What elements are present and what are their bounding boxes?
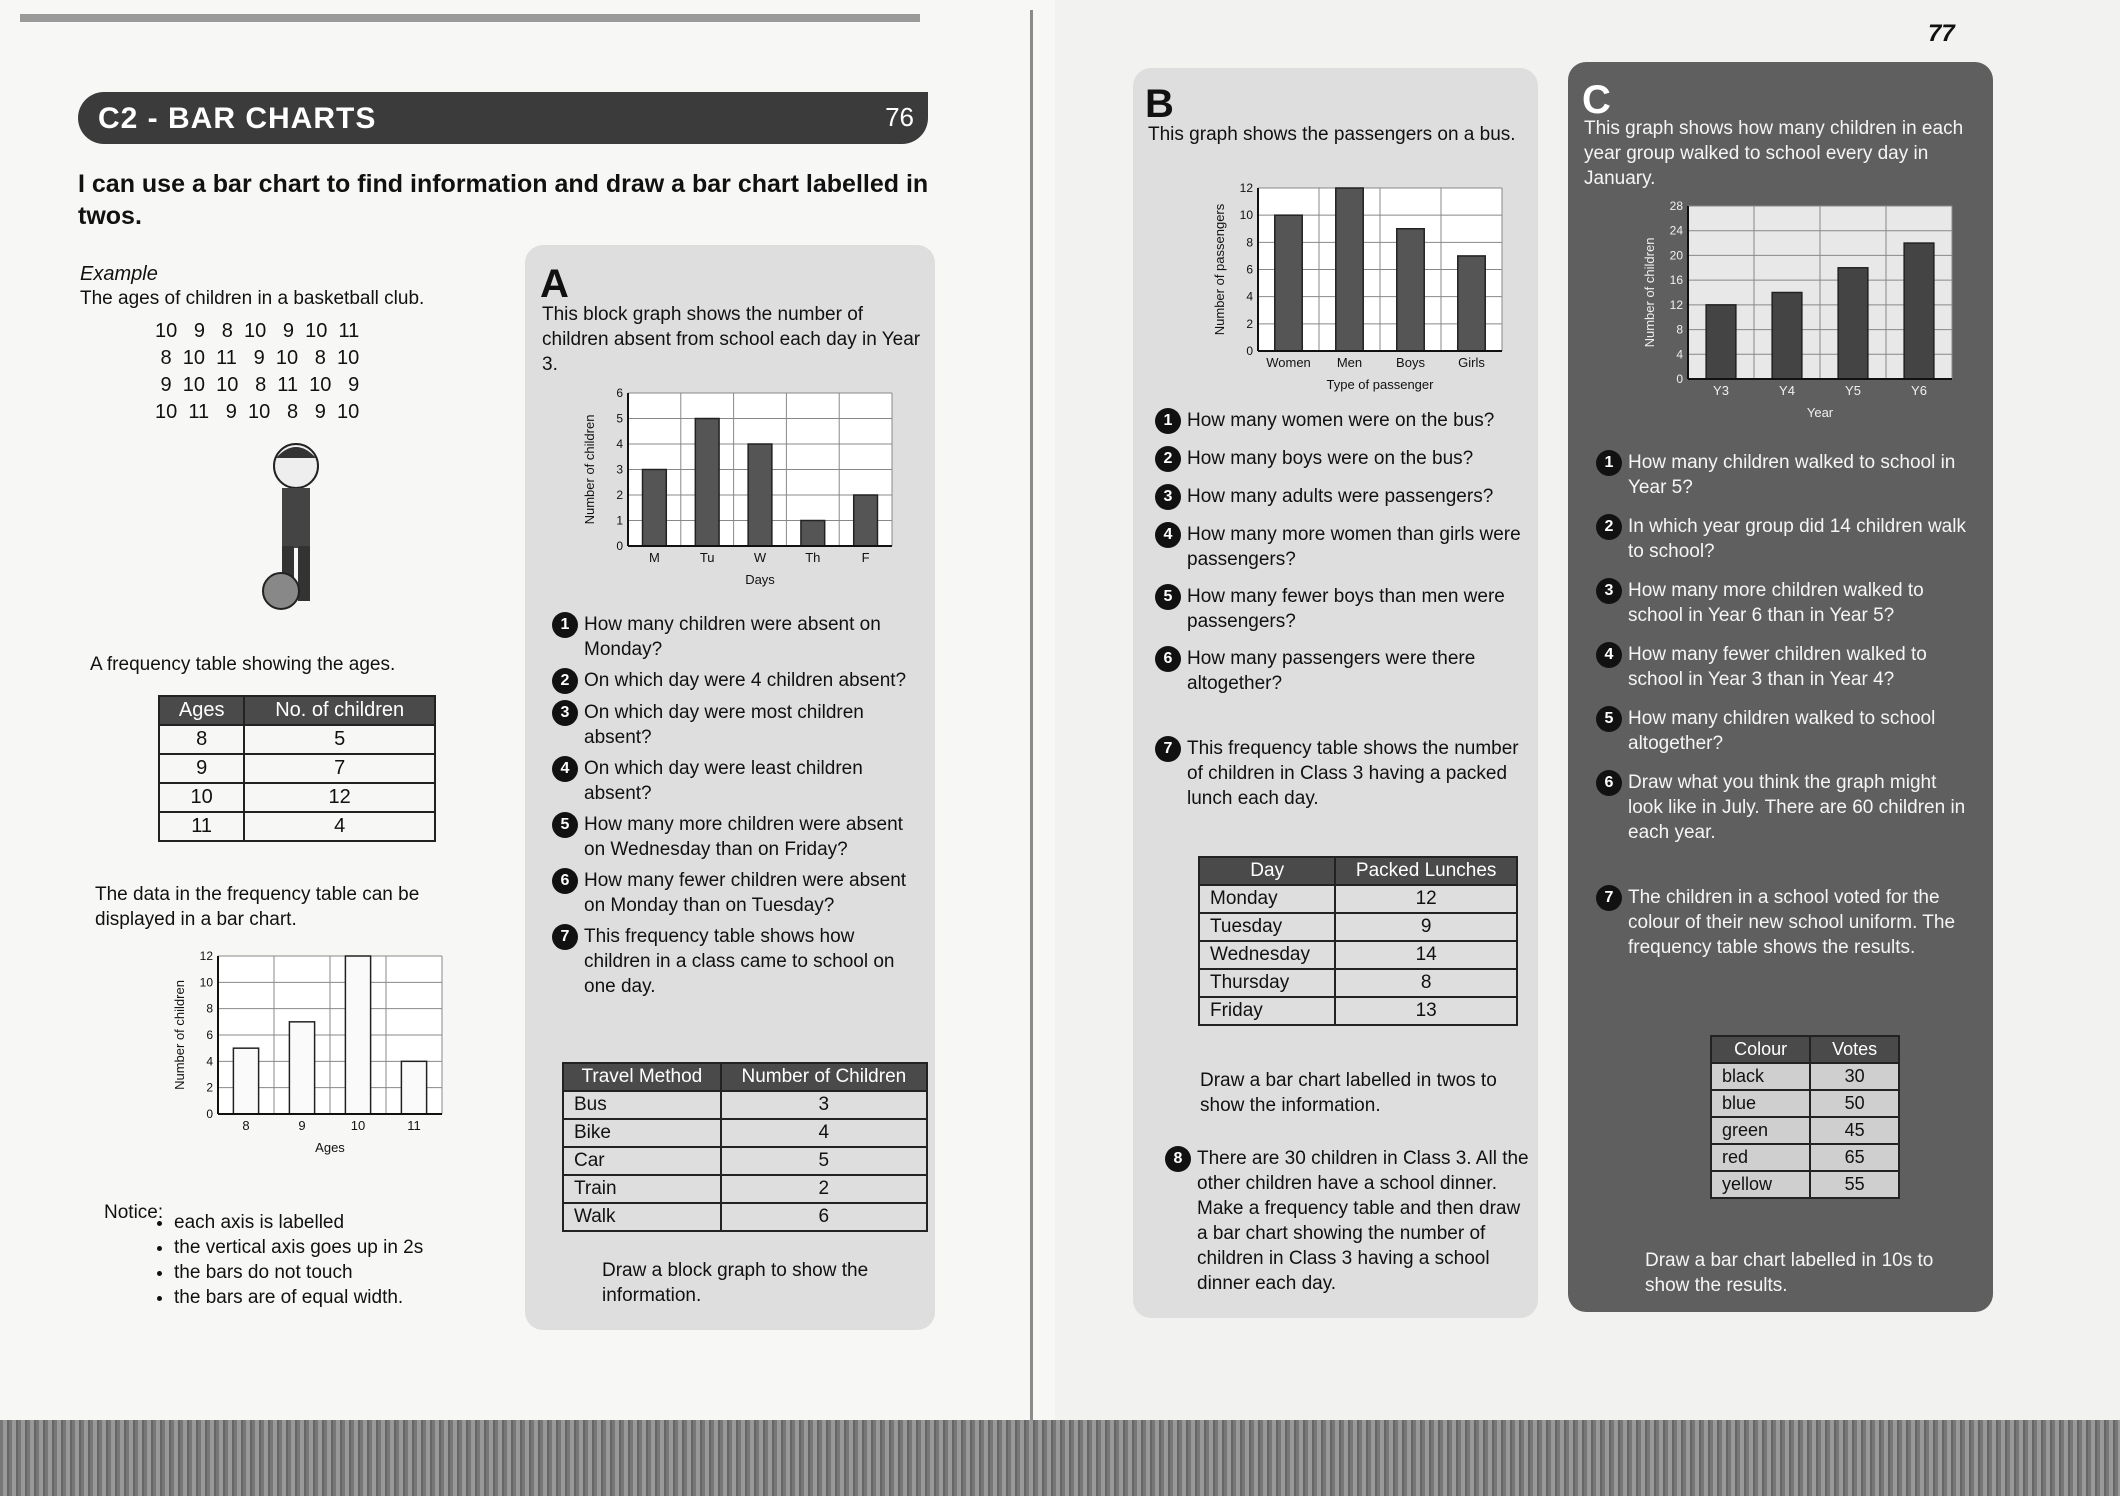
section-b-intro: This graph shows the passengers on a bus. [1148, 124, 1516, 145]
x-tick-label: Y6 [1911, 383, 1927, 398]
table-row: Car 5 [563, 1147, 927, 1175]
table-row: 9 7 [159, 754, 435, 783]
question-number: 5 [1155, 584, 1181, 610]
table-row: yellow 55 [1711, 1171, 1899, 1198]
bar [695, 419, 719, 547]
bar [1838, 268, 1868, 379]
walk-to-school-chart [1640, 198, 1960, 423]
table-row: Bus 3 [563, 1091, 927, 1119]
question-number: 5 [1596, 706, 1622, 732]
y-tick-label: 12 [199, 949, 213, 963]
x-tick-label: 10 [350, 1118, 366, 1133]
y-tick-label: 0 [1676, 372, 1683, 386]
question-item: 2 How many boys were on the bus? [1155, 446, 1535, 472]
section-a-instruction: Draw a block graph to show the information. [602, 1260, 869, 1306]
section-c-instruction: Draw a bar chart labelled in 10s to show the results. [1645, 1250, 1934, 1296]
bar [289, 1022, 314, 1114]
question-number: 7 [1155, 736, 1181, 762]
y-tick-label: 24 [1669, 223, 1683, 238]
y-tick-label: 8 [206, 1001, 213, 1016]
question-item: 7 This frequency table shows how children in a class came to school on one day. [552, 924, 932, 999]
question-number: 3 [552, 700, 578, 726]
y-tick-label: 5 [616, 411, 623, 426]
y-tick-label: 12 [1239, 181, 1253, 195]
y-axis-label: Number of passengers [1212, 203, 1227, 336]
ages-row: 9 10 10 8 11 10 9 [155, 374, 360, 396]
table-row: Walk 6 [563, 1203, 927, 1231]
passenger-bar-chart [1210, 180, 1510, 395]
chapter-title: C2 - BAR CHARTS [98, 102, 377, 135]
section-a-letter: A [540, 262, 569, 306]
x-tick-label: Th [805, 550, 821, 565]
notice-title: Notice: [104, 1202, 164, 1223]
question-item: 3 On which day were most children absent? [552, 700, 932, 750]
table-row: red 65 [1711, 1144, 1899, 1171]
table-header: Packed Lunches [1335, 857, 1517, 885]
scan-top-strip [20, 14, 920, 22]
question-number: 3 [1596, 578, 1622, 604]
question-number: 4 [552, 756, 578, 782]
x-tick-label: W [753, 550, 767, 565]
question-number: 4 [1155, 522, 1181, 548]
table-row: Bike 4 [563, 1119, 927, 1147]
x-tick-label: M [648, 550, 660, 565]
question-item: 1 How many children walked to school in Year 5? [1596, 450, 1986, 500]
x-tick-label: Y5 [1845, 383, 1861, 398]
question-item: 5 How many children walked to school altogether? [1596, 706, 1986, 756]
right-page-number: 77 [1928, 20, 1955, 47]
bar [345, 956, 370, 1114]
question-number: 3 [1155, 484, 1181, 510]
x-axis-label: Ages [315, 1140, 345, 1155]
notice-item: • the bars are of equal width. [174, 1285, 534, 1310]
book-spine [1030, 10, 1033, 1430]
table-header: Colour [1711, 1036, 1810, 1063]
table-row: Wednesday 14 [1199, 941, 1517, 969]
bar [1397, 229, 1424, 351]
table-header: Ages [159, 696, 244, 725]
y-tick-label: 4 [616, 437, 623, 451]
table-row: green 45 [1711, 1117, 1899, 1144]
y-tick-label: 1 [616, 513, 623, 528]
ages-frequency-table [158, 695, 436, 842]
y-tick-label: 0 [616, 539, 623, 553]
question-number: 4 [1596, 642, 1622, 668]
section-b-letter: B [1145, 82, 1174, 126]
table-row: Monday 12 [1199, 885, 1517, 913]
question-number: 1 [1596, 450, 1622, 476]
x-tick-label: Y4 [1779, 383, 1795, 398]
question-number: 6 [552, 868, 578, 894]
table-header: Number of Children [721, 1063, 927, 1091]
y-tick-label: 2 [1246, 316, 1253, 331]
section-b-instruction: Draw a bar chart labelled in twos to show the information. [1200, 1070, 1497, 1116]
question-item: 1 How many children were absent on Monday? [552, 612, 932, 662]
notice-list [150, 1210, 534, 1310]
bar [1904, 243, 1934, 379]
section-b-questions [1155, 408, 1535, 823]
y-tick-label: 6 [206, 1028, 213, 1042]
question-item: 7 The children in a school voted for the colour of their new school uniform. The frequency table shows the results. [1596, 885, 1986, 960]
section-a-questions [552, 612, 932, 1005]
table-header: No. of children [244, 696, 435, 725]
section-c-intro: This graph shows how many children in each year group walked to school every day in January. [1584, 118, 1964, 189]
table-header: Travel Method [563, 1063, 721, 1091]
question-item: 7 This frequency table shows the number of children in Class 3 having a packed lunch each day. [1155, 736, 1535, 811]
ages-row: 10 11 9 10 8 9 10 [155, 401, 360, 423]
x-tick-label: 9 [298, 1118, 306, 1133]
x-tick-label: Boys [1396, 355, 1425, 370]
notice-item: • the vertical axis goes up in 2s [174, 1235, 534, 1260]
question-item: 5 How many more children were absent on Wednesday than on Friday? [552, 812, 932, 862]
bar [801, 521, 825, 547]
question-number: 1 [552, 612, 578, 638]
section-c-letter: C [1582, 78, 1611, 122]
table-row: 8 5 [159, 725, 435, 754]
x-tick-label: Women [1266, 355, 1311, 370]
scan-bottom-band [0, 1420, 2120, 1496]
x-tick-label: Girls [1458, 355, 1485, 370]
y-axis-label: Number of children [1642, 237, 1657, 348]
y-tick-label: 8 [1676, 322, 1683, 337]
y-tick-label: 3 [616, 462, 623, 477]
y-tick-label: 10 [1239, 208, 1253, 223]
table-row: blue 50 [1711, 1090, 1899, 1117]
question-item: 5 How many fewer boys than men were passengers? [1155, 584, 1535, 634]
y-tick-label: 0 [206, 1107, 213, 1121]
x-tick-label: Tu [699, 550, 715, 565]
table-header: Votes [1810, 1036, 1899, 1063]
x-tick-label: F [861, 550, 870, 565]
y-tick-label: 2 [206, 1080, 213, 1095]
x-tick-label: Y3 [1713, 383, 1729, 398]
table-row: Train 2 [563, 1175, 927, 1203]
question-item: 6 How many passengers were there altogether? [1155, 646, 1535, 696]
notice-item: • the bars do not touch [174, 1260, 534, 1285]
question-number: 7 [1596, 885, 1622, 911]
y-tick-label: 0 [1246, 344, 1253, 358]
question-number: 7 [552, 924, 578, 950]
x-tick-label: 11 [407, 1118, 421, 1133]
ages-bar-chart [170, 948, 450, 1158]
x-axis-label: Days [745, 572, 775, 587]
packed-lunch-table [1198, 856, 1518, 1026]
uniform-vote-table [1710, 1035, 1900, 1199]
y-tick-label: 2 [616, 488, 623, 502]
table-row: Tuesday 9 [1199, 913, 1517, 941]
bar [1706, 305, 1736, 379]
ages-row: 10 9 8 10 9 10 11 [155, 320, 360, 342]
absence-block-graph [580, 385, 900, 590]
learning-objective: I can use a bar chart to find information and draw a bar chart labelled in twos. [78, 170, 929, 230]
question-item: 1 How many women were on the bus? [1155, 408, 1535, 434]
example-caption: The ages of children in a basketball club. [80, 288, 425, 309]
y-tick-label: 8 [1246, 235, 1253, 250]
x-tick-label: 8 [242, 1118, 250, 1133]
y-tick-label: 4 [206, 1054, 213, 1069]
table-row: 11 4 [159, 812, 435, 841]
question-item: 4 On which day were least children absent? [552, 756, 932, 806]
table-header: Day [1199, 857, 1335, 885]
display-text: The data in the frequency table can be displayed in a bar chart. [95, 884, 420, 930]
table-row: Thursday 8 [1199, 969, 1517, 997]
y-tick-label: 6 [616, 386, 623, 400]
y-axis-label: Number of children [582, 414, 597, 525]
question-number: 5 [552, 812, 578, 838]
bar [748, 444, 772, 546]
table-row: Friday 13 [1199, 997, 1517, 1025]
y-tick-label: 4 [1676, 347, 1683, 362]
question-item: 6 Draw what you think the graph might look like in July. There are 60 children in each year. [1596, 770, 1986, 845]
travel-method-table [562, 1062, 928, 1232]
y-tick-label: 4 [1246, 289, 1253, 304]
question-number: 1 [1155, 408, 1181, 434]
question-number: 2 [1596, 514, 1622, 540]
y-axis-label: Number of children [172, 980, 187, 1090]
example-label: Example [80, 263, 158, 285]
question-number: 8 [1165, 1146, 1191, 1172]
y-tick-label: 20 [1669, 248, 1683, 263]
boy-illustration [246, 436, 346, 616]
y-tick-label: 10 [199, 975, 213, 990]
question-item: 4 How many more women than girls were passengers? [1155, 522, 1535, 572]
chapter-banner [78, 92, 928, 144]
y-tick-label: 12 [1669, 297, 1683, 312]
freq-caption: A frequency table showing the ages. [90, 654, 396, 675]
section-a-intro: This block graph shows the number of children absent from school each day in Year 3. [542, 304, 921, 375]
question-number: 6 [1155, 646, 1181, 672]
notice-item: • each axis is labelled [174, 1210, 534, 1235]
bar [1458, 256, 1485, 351]
question-item: 2 In which year group did 14 children walk to school? [1596, 514, 1986, 564]
question-item: 6 How many fewer children were absent on Monday than on Tuesday? [552, 868, 932, 918]
x-axis-label: Year [1806, 405, 1834, 420]
bar [854, 495, 878, 546]
y-tick-label: 6 [1246, 262, 1253, 277]
ages-grid [155, 318, 359, 426]
bar [643, 470, 667, 547]
y-tick-label: 28 [1669, 199, 1683, 213]
question-item: 3 How many adults were passengers? [1155, 484, 1535, 510]
x-tick-label: Men [1336, 355, 1363, 370]
bar [233, 1048, 258, 1114]
bar [1275, 215, 1302, 351]
bar [1336, 188, 1363, 351]
question-number: 2 [552, 668, 578, 694]
ages-row: 8 10 11 9 10 8 10 [155, 347, 360, 369]
question-item: 3 How many more children walked to school in Year 6 than in Year 5? [1596, 578, 1986, 628]
question-item: 2 On which day were 4 children absent? [552, 668, 932, 694]
bar [1772, 293, 1802, 380]
left-page-number: 76 [885, 102, 914, 132]
question-number: 6 [1596, 770, 1622, 796]
question-item: 4 How many fewer children walked to school in Year 3 than in Year 4? [1596, 642, 1986, 692]
section-c-questions [1596, 450, 1986, 974]
question-item: 8 There are 30 children in Class 3. All the other children have a school dinner. Make a frequency table and then draw a bar chart showing the number of children in Class 3 having a school dinner each day. [1165, 1146, 1535, 1296]
y-tick-label: 16 [1669, 273, 1683, 288]
bar [401, 1061, 426, 1114]
table-row: black 30 [1711, 1063, 1899, 1090]
question-number: 2 [1155, 446, 1181, 472]
x-axis-label: Type of passenger [1326, 377, 1434, 392]
table-row: 10 12 [159, 783, 435, 812]
